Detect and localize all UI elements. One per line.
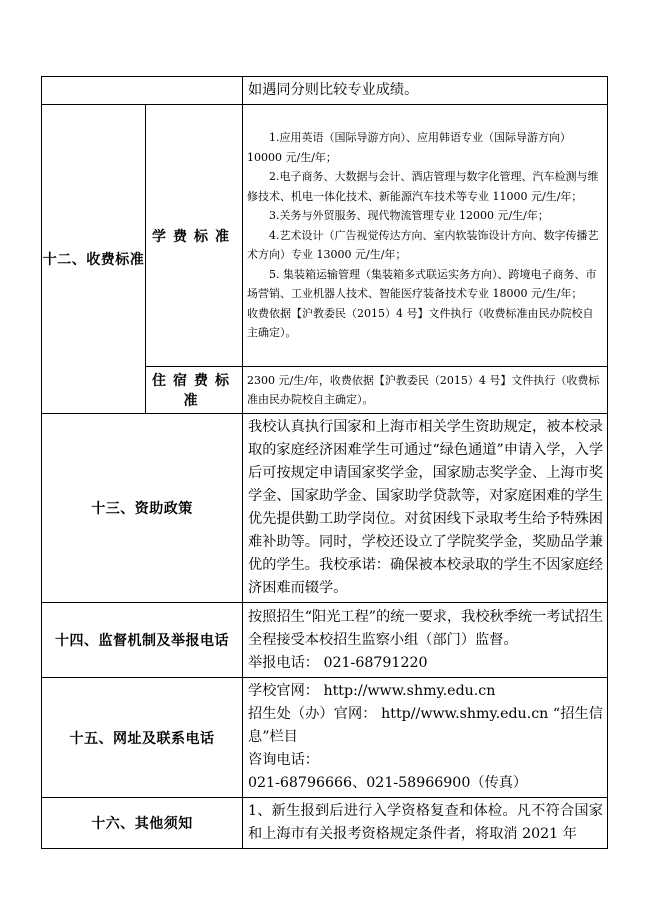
aid-policy-text: 我校认真执行国家和上海市相关学生资助规定，被本校录取的家庭经济困难学生可通过“绿色通道”申请入学，入学后可按规定申请国家奖学金，国家励志奖学金、上海市奖学金、国家助学金、国家助学贷款等，对家庭困难的学生优先提供勤工助学岗位。对贫困线下录取考生给予特殊困难补助等。同时，学校还设立了学院奖学金，奖励品学兼优的学生。我校承诺：确保被本校录取的学生不因家庭经济困难而辍学。 — [243, 414, 608, 603]
report-phone: 举报电话： 021-68791220 — [248, 654, 428, 671]
tuition-label-text: 学费标准 — [152, 228, 236, 245]
section-14-title: 十四、监督机制及举报电话 — [42, 603, 243, 678]
lodging-label-text: 住宿费标准 — [152, 373, 236, 409]
tuition-content — [243, 105, 608, 367]
supervision-content — [243, 603, 608, 678]
section-16-title: 十六、其他须知 — [42, 798, 243, 849]
row-aid-policy — [42, 414, 608, 603]
tuition-item-4: 4.艺术设计（广告视觉传达方向、室内软装饰设计方向、数字传播艺术方向）专业 13000 元/生/年； — [247, 228, 599, 262]
row-other-notes — [42, 798, 608, 849]
intro-empty-cell — [42, 77, 243, 105]
section-13-title: 十三、资助政策 — [42, 414, 243, 603]
admission-website: 招生处（办）官网： http//www.shmy.edu.cn “招生信息”栏目 — [248, 706, 603, 745]
tuition-item-1: 1.应用英语（国际导游方向）、应用韩语专业（国际导游方向）10000 元/生/年； — [247, 131, 571, 164]
row-intro — [42, 77, 608, 105]
admission-info-table — [41, 76, 608, 849]
tuition-item-5: 5. 集装箱运输管理（集装箱多式联运实务方向）、跨境电子商务、市场营销、工业机器人技术、智能医疗装备技术专业 18000 元/生/年； — [247, 267, 597, 301]
contact-content — [243, 678, 608, 798]
lodging-text: 2300 元/生/年，收费依据【沪教委民（2015）4 号】文件执行（收费标准由民办院校自主确定）。 — [243, 367, 608, 414]
tuition-basis: 收费依据【沪教委民（2015）4 号】文件执行（收费标准由民办院校自主确定）。 — [247, 306, 594, 340]
row-tuition — [42, 105, 608, 367]
section-15-title: 十五、网址及联系电话 — [42, 678, 243, 798]
row-contact — [42, 678, 608, 798]
intro-text: 如遇同分则比较专业成绩。 — [243, 77, 608, 105]
lodging-label — [146, 367, 243, 414]
other-notes-text: 1、新生报到后进行入学资格复查和体检。凡不符合国家和上海市有关报考资格规定条件者，将取消 2021 年 — [243, 798, 608, 849]
tuition-item-3: 3.关务与外贸服务、现代物流管理专业 12000 元/生/年； — [269, 209, 549, 223]
school-website: 学校官网： http://www.shmy.edu.cn — [248, 683, 496, 699]
section-12-title: 十二、收费标准 — [42, 105, 146, 414]
row-supervision — [42, 603, 608, 678]
consult-numbers: 021-68796666、021-58966900（传真） — [248, 775, 528, 791]
tuition-label — [146, 105, 243, 367]
supervision-text: 按照招生“阳光工程”的统一要求，我校秋季统一考试招生全程接受本校招生监察小组（部门）监督。 — [248, 608, 604, 648]
tuition-item-2: 2.电子商务、大数据与会计、酒店管理与数字化管理、汽车检测与维修技术、机电一体化技术、新能源汽车技术等专业 11000 元/生/年； — [247, 170, 599, 203]
consult-label: 咨询电话： — [248, 752, 319, 768]
